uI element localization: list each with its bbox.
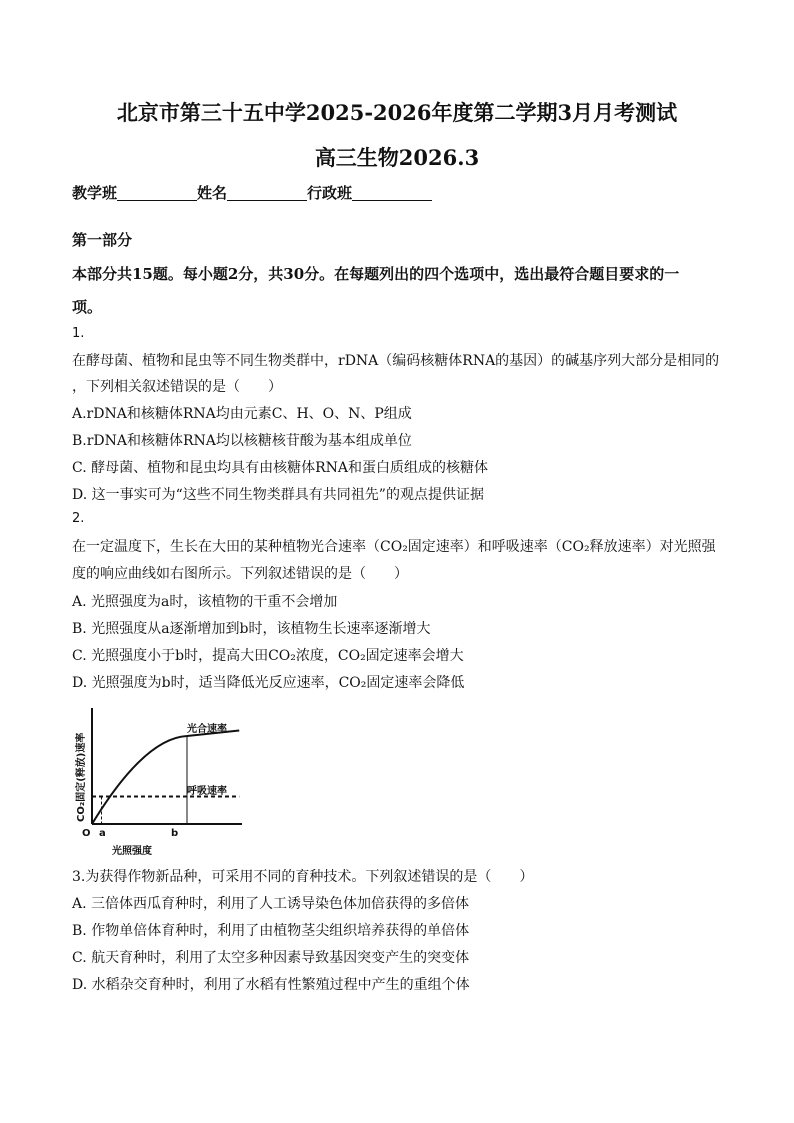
exam-title: 北京市第三十五中学2025-2026年度第二学期3月月考测试 <box>116 100 678 125</box>
q1-option-d: D. 这一事实可为“这些不同生物类群具有共同祖先”的观点提供证据 <box>72 487 484 503</box>
q1-stem-1: 在酵母菌、植物和昆虫等不同生物类群中，rDNA（编码核糖体RNA的基因）的碱基序列大部分是相同的 <box>72 353 720 369</box>
class-label: 教学班 <box>72 184 118 202</box>
x-tick-a: a <box>99 828 106 839</box>
section-instruction-1: 本部分共15题。每小题2分，共30分。在每题列出的四个选项中，选出最符合题目要求的一 <box>72 265 680 283</box>
admin-class-blank[interactable] <box>352 186 432 201</box>
series-label-respiration: 呼吸速率 <box>187 786 227 797</box>
q3-option-d: D. 水稻杂交育种时，利用了水稻有性繁殖过程中产生的重组个体 <box>72 977 470 993</box>
q2-option-a: A. 光照强度为a时，该植物的干重不会增加 <box>72 594 338 610</box>
name-label: 姓名 <box>197 184 228 202</box>
class-blank[interactable] <box>117 186 197 201</box>
q2-option-c: C. 光照强度小于b时，提高大田CO₂浓度，CO₂固定速率会增大 <box>72 648 464 664</box>
exam-subtitle: 高三生物2026.3 <box>314 145 480 170</box>
q2-stem-2: 度的响应曲线如右图所示。下列叙述错误的是（ ） <box>72 566 408 582</box>
q3-stem-text: 为获得作物新品种，可采用不同的育种技术。下列叙述错误的是（ ） <box>85 869 534 885</box>
q2-option-d: D. 光照强度为b时，适当降低光反应速率，CO₂固定速率会降低 <box>72 675 465 691</box>
q1-option-c: C. 酵母菌、植物和昆虫均具有由核糖体RNA和蛋白质组成的核糖体 <box>72 460 489 476</box>
q1-stem-2: ，下列相关叙述错误的是（ ） <box>72 379 282 395</box>
x-tick-origin: O <box>82 828 91 839</box>
q2-option-b: B. 光照强度从a逐渐增加到b时，该植物生长速率逐渐增大 <box>72 621 431 637</box>
q3-option-c: C. 航天育种时，利用了太空多种因素导致基因突变产生的突变体 <box>72 950 470 966</box>
q3-option-a: A. 三倍体西瓜育种时，利用了人工诱导染色体加倍获得的多倍体 <box>72 896 470 912</box>
q2-stem-1: 在一定温度下，生长在大田的某种植物光合速率（CO₂固定速率）和呼吸速率（CO₂释放速率）对光照强 <box>72 539 716 555</box>
x-axis-label: 光照强度 <box>112 846 152 857</box>
photosynthesis-curve <box>92 731 239 825</box>
chart-svg <box>72 702 250 860</box>
q3-number: 3. <box>72 869 86 885</box>
section-title: 第一部分 <box>72 231 133 249</box>
admin-class-label: 行政班 <box>307 184 353 202</box>
student-info <box>72 182 432 203</box>
q2-number: 2. <box>72 511 85 526</box>
series-label-photosynthesis: 光合速率 <box>187 724 227 735</box>
q1-option-b: B.rDNA和核糖体RNA均以核糖核苷酸为基本组成单位 <box>72 433 412 449</box>
q3-option-b: B. 作物单倍体育种时，利用了由植物茎尖组织培养获得的单倍体 <box>72 923 470 939</box>
q1-option-a: A.rDNA和核糖体RNA均由元素C、H、O、N、P组成 <box>72 406 412 422</box>
section-instruction-2: 项。 <box>72 298 103 316</box>
y-axis-label: CO₂固定(释放)速率 <box>76 732 87 822</box>
q3-stem <box>72 866 533 886</box>
photosynthesis-chart <box>72 702 250 860</box>
x-tick-b: b <box>171 828 179 839</box>
q1-number: 1. <box>72 326 85 341</box>
name-blank[interactable] <box>227 186 307 201</box>
